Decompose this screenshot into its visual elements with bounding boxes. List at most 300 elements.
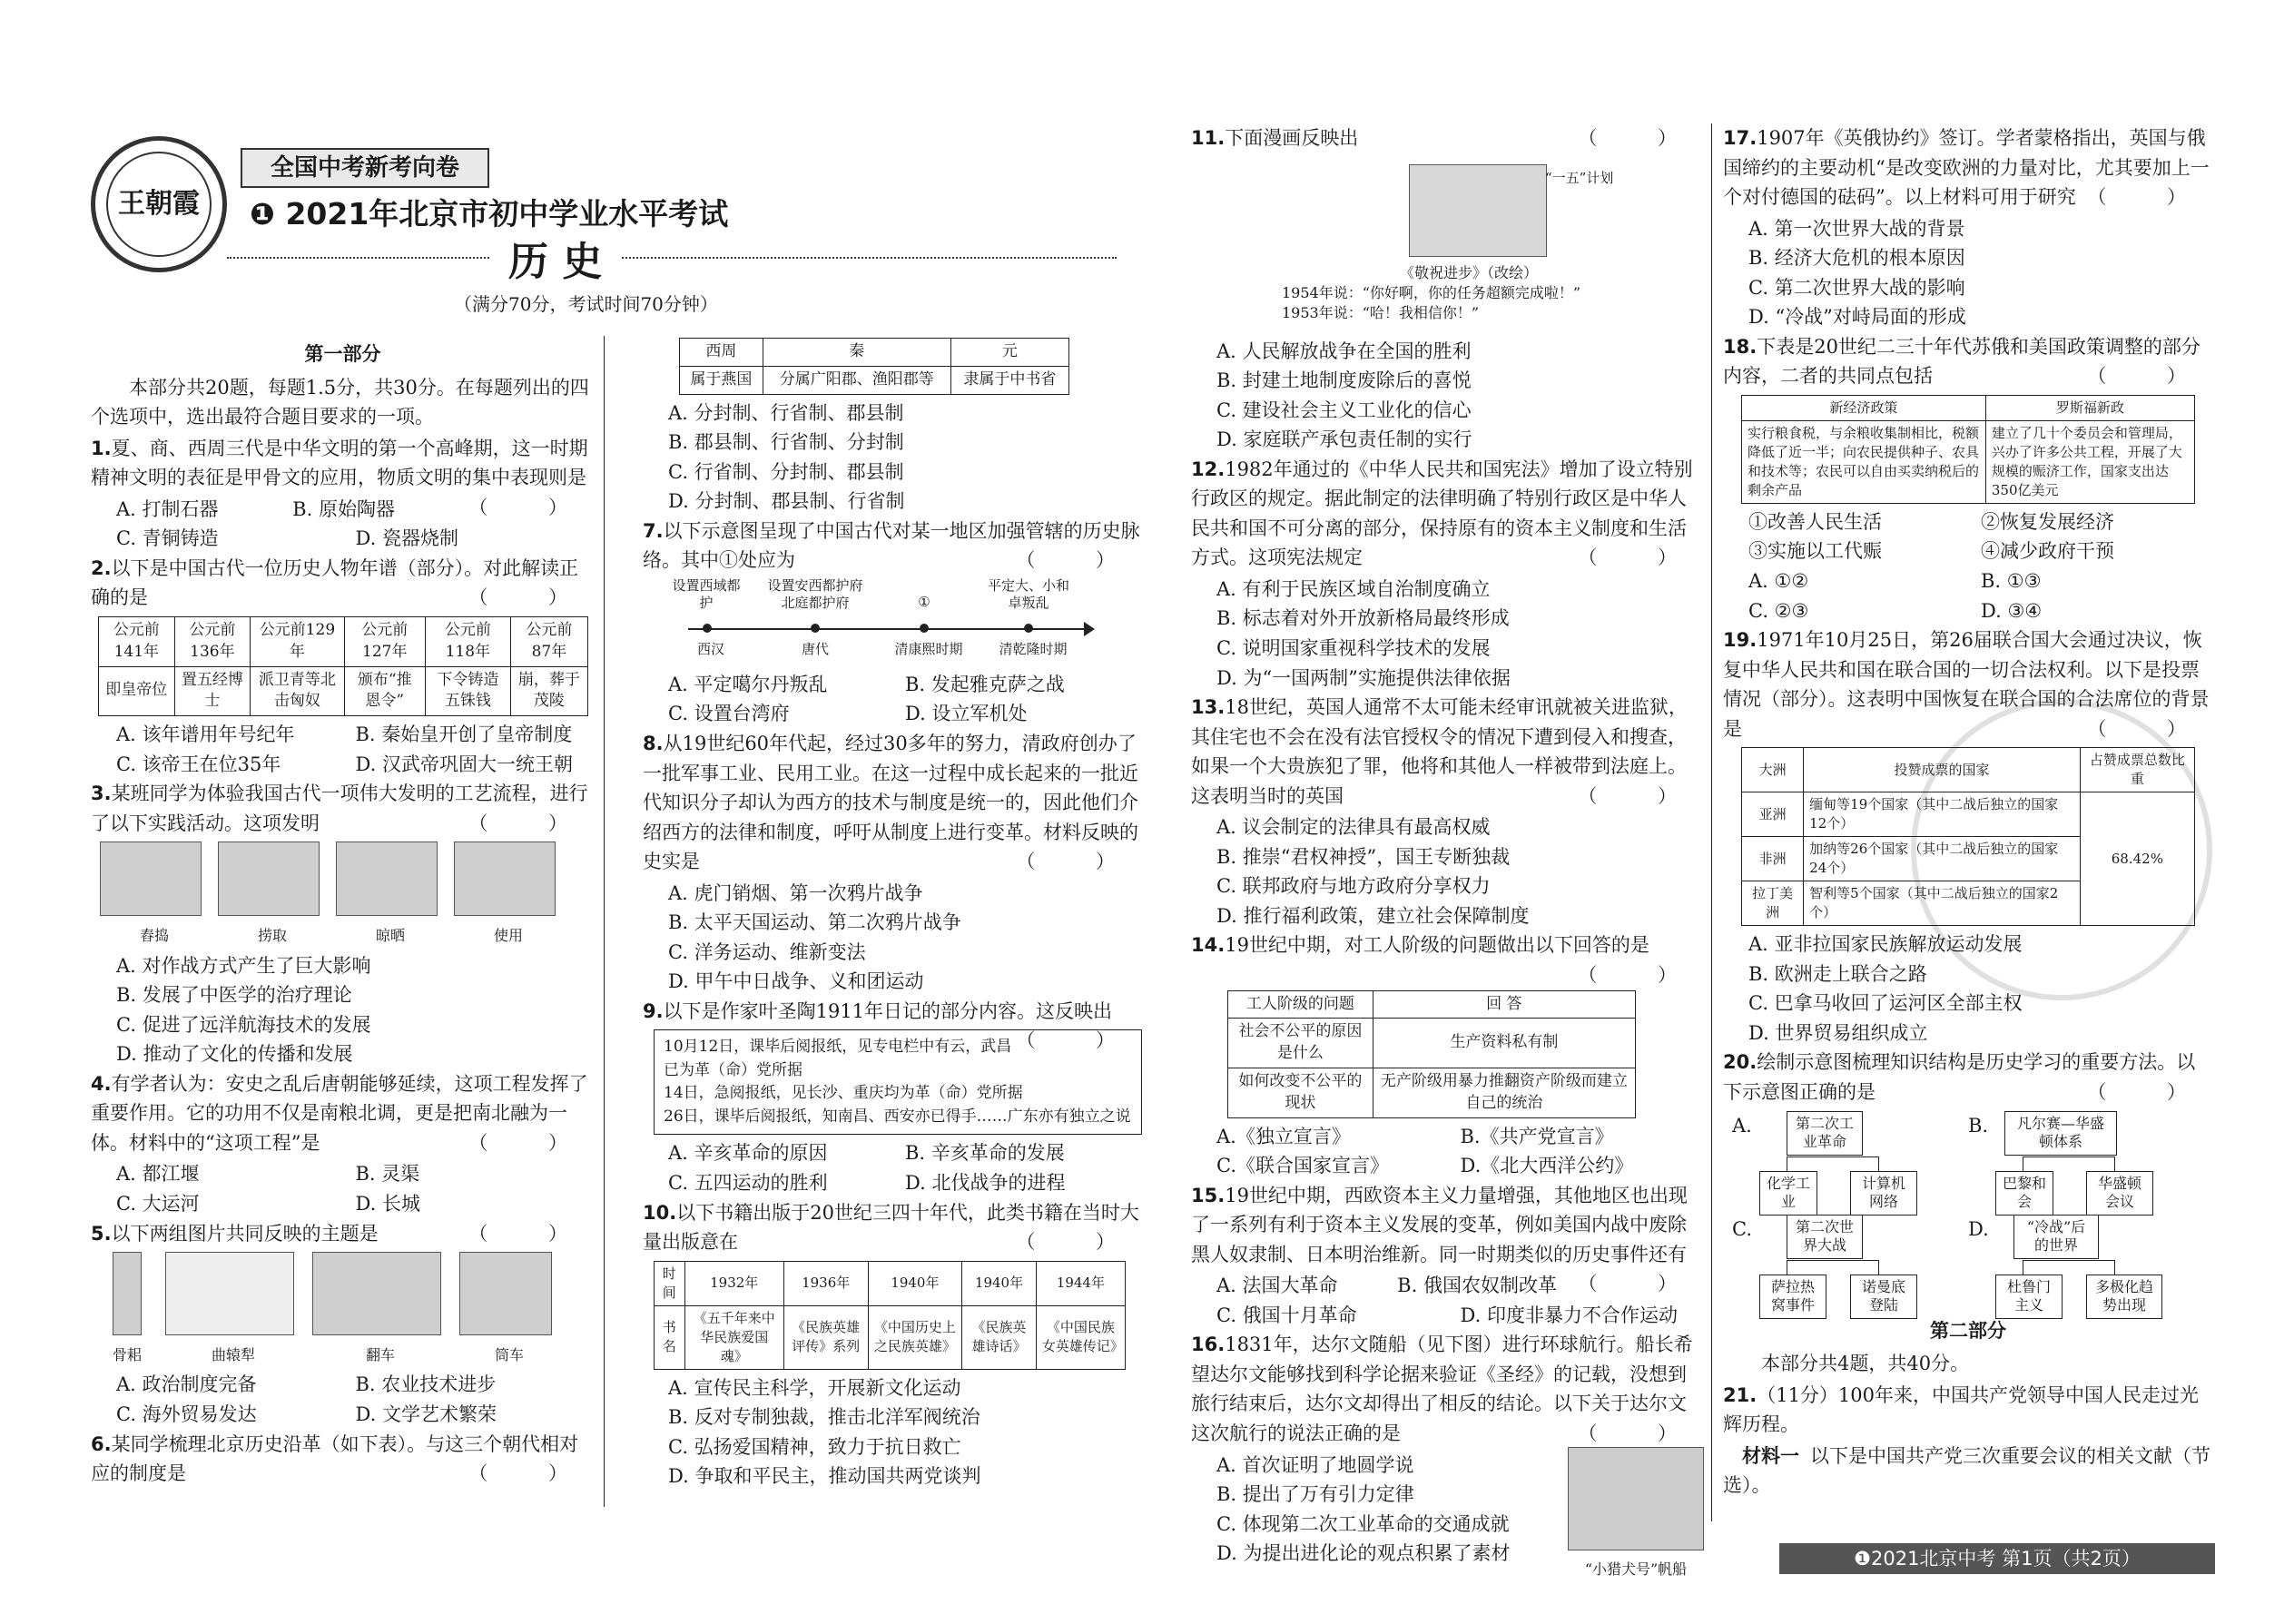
options [91, 1159, 595, 1189]
map-connector [1787, 1260, 1879, 1275]
table-cell: 置五经博士 [174, 666, 251, 716]
option-c[interactable]: C. 第二次世界大战的影响 [1748, 276, 1965, 299]
concept-map-b[interactable] [1968, 1111, 2213, 1209]
option-d[interactable]: D. 为“一国两制”实施提供法律依据 [1216, 666, 1511, 689]
map-leaf: 多极化趋势出现 [2086, 1275, 2162, 1320]
options [91, 1400, 595, 1430]
timeline-dot [1024, 624, 1033, 633]
option-c[interactable]: C. 说明国家重视科学技术的发展 [1216, 637, 1491, 660]
question-9 [643, 997, 1142, 1052]
table-cell: 投赞成票的国家 [1804, 748, 2081, 792]
options [643, 1138, 1142, 1168]
map-leaf: 华盛顿会议 [2086, 1171, 2153, 1216]
option-c[interactable]: C. 俄国十月革命 [1216, 1304, 1357, 1326]
question-number: 11. [1191, 127, 1226, 149]
option-c[interactable]: C. 该帝王在位35年 [116, 753, 281, 775]
option-b[interactable]: B. 太平天国运动、第二次鸦片战争 [668, 911, 961, 934]
question-stem: 从19世纪60年代起，经过30多年的努力，清政府创办了一批军事工业、民用工业。在这一过程中成长起来的一批近代知识分子却认为西方的技术与制度是统一的，因此他们介绍西方的法律和制度，呼吁从制度上进行变革。材料反映的史实是 [643, 732, 1138, 873]
answer-paren: （ ） [468, 586, 595, 609]
chronology-table [98, 616, 588, 716]
question-number: 13. [1191, 696, 1226, 719]
question-20 [1723, 1048, 2213, 1107]
answer-paren: （ ） [1016, 851, 1142, 873]
option-a[interactable]: A. 有利于民族区域自治制度确立 [1216, 577, 1491, 600]
tool-caption: 翻车 [365, 1345, 395, 1363]
question-7 [643, 517, 1142, 576]
option-c[interactable]: C. 洋务运动、维新变法 [668, 940, 866, 963]
options [91, 720, 595, 750]
beagle-figure [1568, 1447, 1704, 1581]
table-cell: 罗斯福新政 [1985, 395, 2194, 420]
options [91, 524, 595, 554]
option-a[interactable]: A. 虎门销烟、第一次鸦片战争 [668, 881, 923, 904]
step-caption: 晾晒 [375, 926, 405, 944]
column-3 [1191, 123, 1704, 1579]
header-rule [227, 257, 1117, 259]
option-d[interactable]: D. 汉武帝巩固大一统王朝 [355, 753, 573, 775]
option-d[interactable]: D. 长城 [355, 1193, 420, 1216]
options [643, 670, 1142, 700]
question-number: 12. [1191, 458, 1226, 480]
option-a[interactable]: A. 首次证明了地圆学说 [1216, 1453, 1414, 1476]
cartoon-label: “一五”计划 [1545, 169, 1614, 186]
option-b[interactable]: B. 农业技术进步 [355, 1373, 497, 1396]
options [1191, 1151, 1704, 1181]
options [643, 1168, 1142, 1198]
answer-paren: （ ） [1578, 127, 1704, 149]
item: ④减少政府干预 [1981, 540, 2114, 563]
items [1723, 536, 2213, 566]
option-d[interactable]: D. “冷战”对峙局面的形成 [1748, 306, 1966, 329]
papermaking-steps [91, 842, 595, 947]
option-d[interactable]: D. 瓷器烧制 [355, 527, 458, 550]
cartoon [1191, 155, 1704, 337]
workers-question-table [1227, 990, 1636, 1118]
option-c[interactable]: C. 建设社会主义工业化的信心 [1216, 399, 1472, 421]
table-row [99, 666, 588, 716]
table-cell: 1940年 [868, 1261, 962, 1305]
subject-title: 历 史 [490, 231, 620, 293]
table-row [1228, 1019, 1636, 1068]
tool [459, 1252, 559, 1366]
part1-intro: 本部分共20题，每题1.5分，共30分。在每题列出的四个选项中，选出最符合题目要求的一项。 [91, 376, 589, 428]
question-stem: 下面漫画反映出 [1225, 127, 1359, 149]
option-a[interactable]: A.《独立宣言》 [1216, 1125, 1351, 1147]
table-cell: 工人阶级的问题 [1228, 990, 1373, 1019]
step-caption: 使用 [493, 926, 523, 944]
exam-title [250, 191, 728, 237]
options [91, 495, 468, 525]
question-stem: 以下书籍出版于20世纪三四十年代，此类书籍在当时大量出版意在 [643, 1201, 1139, 1254]
step-photo-icon [454, 842, 556, 916]
table-cell: 《民族英雄评传》系列 [783, 1305, 868, 1369]
table-row [680, 339, 1069, 367]
option-c[interactable]: C. 五四运动的胜利 [668, 1171, 828, 1194]
option-d[interactable]: D. 推行福利政策，建立社会保障制度 [1216, 904, 1530, 927]
table-cell: 颁布“推恩令” [344, 666, 425, 716]
cartoon-image-icon [1409, 164, 1547, 257]
table-cell: 西周 [680, 339, 763, 367]
table-cell: 社会不公平的原因是什么 [1228, 1019, 1373, 1068]
option-b[interactable]: B. 郡县制、行省制、分封制 [668, 431, 904, 454]
table-cell: 公元前129年 [251, 616, 345, 666]
table-cell: 公元前141年 [99, 616, 175, 666]
timeline-dot [920, 624, 929, 633]
map-root: 凡尔赛—华盛顿体系 [2004, 1111, 2117, 1156]
table-row [1228, 990, 1636, 1019]
table-cell: 元 [950, 339, 1068, 367]
table-cell: 大洲 [1742, 748, 1804, 792]
option-c[interactable]: C. 设置台湾府 [668, 703, 790, 725]
options [91, 750, 595, 780]
timeline-period: 西汉 [696, 640, 724, 657]
map-connector [2023, 1260, 2115, 1275]
water-wheel-icon [459, 1252, 552, 1335]
question-stem: 1971年10月25日，第26届联合国大会通过决议，恢复中华人民共和国在联合国的一切合法权利。以下是投票情况（部分）。这表明中国恢复在联合国的合法席位的背景是 [1723, 629, 2210, 740]
table-cell: 拉丁美洲 [1742, 881, 1804, 926]
table-cell: 1940年 [962, 1261, 1037, 1305]
table-row [655, 1305, 1126, 1369]
option-c[interactable]: C. 促进了远洋航海技术的发展 [116, 1013, 371, 1036]
option-c[interactable]: C. 青铜铸造 [116, 527, 219, 550]
table-cell: 《民族英雄诗话》 [962, 1305, 1037, 1369]
option-b[interactable]: B. 经济大危机的根本原因 [1748, 247, 1965, 270]
answer-paren: （ ） [2087, 365, 2213, 388]
table-cell: 公元前136年 [174, 616, 251, 666]
items [1723, 507, 2213, 537]
answer-paren: （ ） [468, 1131, 595, 1154]
option-b[interactable]: B. ①③ [1981, 570, 2042, 593]
table-cell: 1944年 [1036, 1261, 1125, 1305]
options [91, 1370, 595, 1400]
option-a[interactable]: A. 宣传民主科学，开展新文化运动 [668, 1376, 961, 1399]
question-number: 19. [1723, 629, 1757, 652]
answer-paren: （ ） [2087, 1081, 2213, 1104]
option-b[interactable]: B. 辛亥革命的发展 [905, 1142, 1065, 1165]
bone-spade-icon [113, 1252, 142, 1335]
concept-map-a[interactable] [1723, 1111, 1968, 1209]
option-d[interactable]: D. 争取和平民主，推动国共两党谈判 [668, 1465, 981, 1488]
table-cell: 《中国民族女英雄传记》 [1036, 1305, 1125, 1369]
table-cell: 秦 [763, 339, 950, 367]
option-d[interactable]: D. 推动了文化的传播和发展 [116, 1043, 353, 1066]
table-cell: 如何改变不公平的现状 [1228, 1068, 1373, 1117]
question-19 [1723, 625, 2213, 743]
answer-paren: （ ） [1578, 784, 1704, 807]
diary-line: 10月12日，课毕后阅报纸，见专电栏中有云，武昌已为革（命）党所据 [664, 1038, 1012, 1079]
table-cell: 回 答 [1373, 990, 1635, 1019]
option-d[interactable]: D.《北大西洋公约》 [1460, 1155, 1634, 1177]
material-1 [1723, 1442, 2213, 1501]
option-c[interactable]: C. ②③ [1748, 599, 1809, 622]
step [454, 842, 563, 947]
option-a[interactable]: A. 打制石器 [116, 497, 219, 520]
option-d[interactable]: D. ③④ [1981, 599, 2043, 622]
table-cell: 隶属于中书省 [950, 366, 1068, 394]
tool [100, 1252, 154, 1366]
question-number: 6. [91, 1432, 112, 1455]
option-d[interactable]: D. 家庭联产承包责任制的实行 [1216, 428, 1472, 451]
option-c[interactable]: C. 巴拿马收回了运河区全部主权 [1748, 992, 2023, 1015]
table-row [1742, 395, 2195, 420]
diary-line: 14日，急阅报纸，见长沙、重庆均为革（命）党所据 [664, 1084, 1023, 1103]
option-c[interactable]: C. 海外贸易发达 [116, 1403, 257, 1425]
options [1191, 1301, 1704, 1331]
part1-title: 第一部分 [304, 343, 381, 365]
question-13 [1191, 693, 1704, 811]
map-root: 第二次世界大战 [1787, 1215, 1863, 1260]
option-c[interactable]: C.《联合国家宣言》 [1216, 1155, 1389, 1177]
option-d[interactable]: D. 设立军机处 [905, 703, 1028, 725]
question-number: 8. [643, 732, 664, 754]
question-stem: 下表是20世纪二三十年代苏俄和美国政策调整的部分内容，二者的共同点包括 [1723, 335, 2200, 388]
option-c[interactable]: C. 行省制、分封制、郡县制 [668, 460, 904, 483]
option-c[interactable]: C. 体现第二次工业革命的交通成就 [1216, 1512, 1510, 1535]
options [1191, 1122, 1704, 1152]
question-8 [643, 729, 1142, 877]
option-d[interactable]: D. 文学艺术繁荣 [355, 1403, 497, 1425]
option-a[interactable]: A. 对作战方式产生了巨大影响 [116, 954, 371, 977]
table-cell: 实行粮食税，与余粮收集制相比，税额降低了近一半；向农民提供种子、农具和技术等；农民可以自由买卖纳税后的剩余产品 [1742, 420, 1986, 503]
step-caption: 捞取 [257, 926, 287, 944]
answer-paren: （ ） [2087, 186, 2213, 209]
table-cell: 亚洲 [1742, 792, 1804, 837]
question-number: 21. [1723, 1383, 1757, 1406]
option-b[interactable]: B. 灵渠 [355, 1163, 420, 1186]
tool-caption: 筒车 [494, 1345, 524, 1363]
cartoon-title: 《敬祝进步》（改绘） [1400, 263, 1539, 281]
answer-paren: （ ） [2087, 717, 2213, 740]
question-number: 20. [1723, 1051, 1757, 1074]
question-16 [1191, 1330, 1704, 1448]
option-d[interactable]: D. 世界贸易组织成立 [1748, 1021, 1928, 1044]
options [1191, 1271, 1578, 1301]
table-row [1742, 748, 2195, 792]
tool-caption: 骨耜 [112, 1345, 142, 1363]
option-b[interactable]: B. 原始陶器 [292, 497, 395, 520]
chain-pump-icon [312, 1252, 441, 1335]
option-a[interactable]: A. 亚非拉国家民族解放运动发展 [1748, 933, 2023, 956]
option-b[interactable]: B. 反对专制独裁，推击北洋军阀统治 [668, 1406, 980, 1429]
table-cell: 下令铸造五铢钱 [425, 666, 510, 716]
tool [165, 1252, 301, 1366]
step-photo-icon [336, 842, 438, 916]
table-cell: 《中国历史上之民族英雄》 [868, 1305, 962, 1369]
part2-title: 第二部分 [1930, 1319, 2006, 1342]
exam-number: ❶ [250, 196, 275, 231]
option-a[interactable]: A. 政治制度完备 [116, 1373, 257, 1396]
option-c[interactable]: C. 联邦政府与地方政府分享权力 [1216, 875, 1491, 898]
step-caption: 舂捣 [139, 926, 169, 944]
table-cell: 缅甸等19个国家（其中二战后独立的国家12个） [1804, 792, 2081, 837]
plough-icon [165, 1252, 294, 1335]
question-11 [1191, 123, 1704, 153]
question-2 [91, 554, 595, 613]
map-root: “冷战”后的世界 [2013, 1215, 2099, 1260]
option-a[interactable]: A. 该年谱用年号纪年 [116, 723, 295, 746]
table-cell: 建立了几十个委员会和管理局，兴办了许多公共工程，开展了大规模的赈济工作，国家支出达350亿美元 [1985, 420, 2194, 503]
question-stem: 19世纪中期，对工人阶级的问题做出以下回答的是 [1225, 934, 1649, 957]
tool [312, 1252, 448, 1366]
concept-maps [1723, 1111, 2213, 1313]
answer-paren: （ ） [1578, 964, 1704, 987]
map-leaf: 诺曼底登陆 [1850, 1275, 1917, 1320]
q16-body [1191, 1451, 1704, 1579]
cartoon-speech: 1954年说：“你好啊，你的任务超额完成啦！” [1282, 283, 1581, 301]
question-number: 15. [1191, 1184, 1226, 1206]
question-stem: 以下示意图呈现了中国古代对某一地区加强管辖的历史脉络。其中①处应为 [643, 519, 1140, 572]
option-b[interactable]: B. 封建土地制度废除后的喜悦 [1216, 369, 1472, 392]
table-cell: 属于燕国 [680, 366, 763, 394]
question-number: 14. [1191, 934, 1226, 957]
series-banner: 全国中考新考向卷 [241, 148, 489, 188]
option-b[interactable]: B. 发起雅克萨之战 [905, 673, 1065, 695]
timeline-label: 设置安西都护府 北庭都护府 [767, 576, 863, 612]
question-stem: 有学者认为：安史之乱后唐朝能够延续，这项工程发挥了重要作用。它的功用不仅是南粮北调，更是把南北融为一体。材料中的“这项工程”是 [91, 1072, 588, 1154]
column-4 [1723, 123, 2213, 1502]
table-cell: 即皇帝位 [99, 666, 175, 716]
option-a[interactable]: A. ①② [1748, 570, 1809, 593]
map-leaf: 计算机网络 [1850, 1171, 1917, 1216]
table-cell: 1932年 [684, 1261, 783, 1305]
table-cell: 非洲 [1742, 837, 1804, 881]
question-3 [91, 779, 595, 838]
option-a[interactable]: A. 第一次世界大战的背景 [1748, 217, 1965, 240]
option-b[interactable]: B. 推崇“君权神授”，国王专断独裁 [1216, 845, 1511, 868]
table-cell: 时间 [655, 1261, 685, 1305]
option-d[interactable]: D. 为提出进化论的观点积累了素材 [1216, 1542, 1511, 1565]
step [218, 842, 327, 947]
question-5 [91, 1219, 595, 1249]
table-cell: 新经济政策 [1742, 395, 1986, 420]
option-b[interactable]: B. 标志着对外开放新格局最终形成 [1216, 607, 1510, 630]
table-row [680, 366, 1069, 394]
question-number: 9. [643, 999, 664, 1022]
option-a[interactable]: A. 分封制、行省制、郡县制 [668, 401, 904, 424]
timeline-dot [703, 624, 712, 633]
question-number: 2. [91, 556, 112, 579]
option-a[interactable]: A. 平定噶尔丹叛乱 [668, 673, 828, 695]
map-label: A. [1732, 1114, 1752, 1137]
option-b[interactable]: B. 欧洲走上联合之路 [1748, 962, 1927, 985]
question-number: 7. [643, 519, 664, 542]
concept-map-d[interactable] [1968, 1215, 2213, 1313]
step-photo-icon [100, 842, 202, 916]
diary-line: 26日，课毕后阅报纸，知南昌、西安亦已得手……广东亦有独立之说 [664, 1107, 1131, 1126]
table-row [1228, 1068, 1636, 1117]
un-vote-table [1741, 747, 2195, 926]
question-stem: 1982年通过的《中华人民共和国宪法》增加了设立特别行政区的规定。据此制定的法律明确了特别行政区是中华人民共和国不可分离的部分，保持原有的资本主义制度和生活方式。这项宪法规定 [1191, 458, 1693, 569]
options [1723, 566, 2213, 596]
option-b[interactable]: B.《共产党宣言》 [1460, 1125, 1614, 1147]
part2-intro: 本部分共4题，共40分。 [1761, 1353, 1970, 1375]
timeline-label: 设置西域都护 [672, 576, 741, 612]
brand-logo-inner: 王朝霞 [106, 152, 212, 257]
divider-1 [604, 336, 605, 1507]
question-stem: 某班同学为体验我国古代一项伟大发明的工艺流程，进行了以下实践活动。这项发明 [91, 782, 588, 834]
answer-paren: （ ） [1016, 1029, 1142, 1052]
timeline-label: 平定大、小和卓叛乱 [988, 576, 1070, 612]
question-21 [1723, 1381, 2213, 1440]
beijing-history-table [679, 338, 1069, 395]
ship-caption: “小猎犬号”帆船 [1584, 1560, 1688, 1579]
cartoon-speech: 1953年说：“哈！我相信你！” [1282, 303, 1480, 321]
question-stem: 以下两组图片共同反映的主题是 [111, 1222, 379, 1245]
books-table [654, 1261, 1126, 1370]
option-d[interactable]: D. 印度非暴力不合作运动 [1460, 1304, 1678, 1326]
item: ②恢复发展经济 [1981, 510, 2114, 533]
timeline-arrow-icon [1084, 622, 1095, 636]
question-4 [91, 1069, 595, 1158]
brand-logo [91, 136, 227, 272]
map-root: 第二次工业革命 [1787, 1111, 1863, 1156]
option-d[interactable]: D. 分封制、郡县制、行省制 [668, 490, 905, 513]
map-connector [1787, 1156, 1879, 1172]
option-a[interactable]: A. 辛亥革命的原因 [668, 1142, 828, 1165]
map-leaf: 萨拉热窝事件 [1759, 1275, 1826, 1320]
option-b[interactable]: B. 秦始皇开创了皇帝制度 [355, 723, 573, 746]
option-a[interactable]: A. 都江堰 [116, 1163, 200, 1186]
answer-paren: （ ） [468, 496, 595, 518]
table-row [1742, 792, 2195, 837]
concept-map-c[interactable] [1723, 1215, 1968, 1313]
option-b[interactable]: B. 俄国农奴制改革 [1397, 1275, 1557, 1297]
question-stem: 以下是作家叶圣陶1911年日记的部分内容。这反映出 [663, 999, 1113, 1022]
map-label: C. [1732, 1217, 1752, 1240]
question-stem: 绘制示意图梳理知识结构是历史学习的重要方法。以下示意图正确的是 [1723, 1051, 2196, 1104]
farm-tools-images [91, 1252, 595, 1366]
map-label: B. [1968, 1114, 1989, 1137]
table-cell: 1936年 [783, 1261, 868, 1305]
options [91, 1189, 595, 1219]
question-stem: 1831年，达尔文随船（见下图）进行环球航行。船长希望达尔文能够找到科学论据来验证《圣经》的记载，没想到旅行结束后，达尔文却得出了相反的结论。以下关于达尔文这次航行的说法正确的是 [1191, 1334, 1693, 1445]
option-c[interactable]: C. 大运河 [116, 1193, 200, 1216]
table-row [1742, 420, 2195, 503]
question-number: 1. [91, 437, 112, 459]
timeline-period: 清康熙时期 [894, 640, 963, 657]
option-a[interactable]: A. 法国大革命 [1216, 1275, 1338, 1297]
option-a[interactable]: A. 人民解放战争在全国的胜利 [1216, 340, 1472, 362]
tool-caption: 曲辕犁 [211, 1345, 255, 1363]
question-number: 5. [91, 1222, 112, 1245]
question-number: 4. [91, 1072, 112, 1095]
answer-paren: （ ） [1578, 1273, 1704, 1295]
question-17 [1723, 123, 2213, 212]
option-d[interactable]: D. 甲午中日战争、义和团运动 [668, 970, 924, 993]
options [1723, 596, 2213, 626]
question-stem: 1907年《英俄协约》签订。学者蒙格指出，英国与俄国缔约的主要动机“是改变欧洲的力量对比，尤其要加上一个对付德国的砝码”。以上材料可用于研究 [1723, 127, 2210, 209]
step [100, 842, 209, 947]
option-c[interactable]: C. 弘扬爱国精神，致力于抗日救亡 [668, 1435, 961, 1458]
map-leaf: 杜鲁门主义 [1995, 1275, 2063, 1320]
question-number: 16. [1191, 1334, 1226, 1356]
option-a[interactable]: A. 议会制定的法律具有最高权威 [1216, 816, 1491, 839]
exam-title-text: 2021年北京市初中学业水平考试 [285, 196, 729, 231]
answer-paren: （ ） [468, 1462, 595, 1485]
option-b[interactable]: B. 提出了万有引力定律 [1216, 1483, 1414, 1506]
table-cell: 无产阶级用暴力推翻资产阶级而建立自己的统治 [1373, 1068, 1635, 1117]
timeline-period: 清乾隆时期 [999, 640, 1068, 657]
table-cell: 68.42% [2080, 792, 2194, 926]
material-label: 材料一 [1742, 1444, 1799, 1467]
timeline [643, 577, 1142, 668]
answer-paren: （ ） [468, 812, 595, 834]
option-d[interactable]: D. 北伐战争的进程 [905, 1171, 1066, 1194]
column-1 [91, 336, 595, 1491]
option-b[interactable]: B. 发展了中医学的治疗理论 [116, 984, 352, 1007]
table-cell: 加纳等26个国家（其中二战后独立的国家24个） [1804, 837, 2081, 881]
divider-3 [1711, 123, 1712, 1521]
